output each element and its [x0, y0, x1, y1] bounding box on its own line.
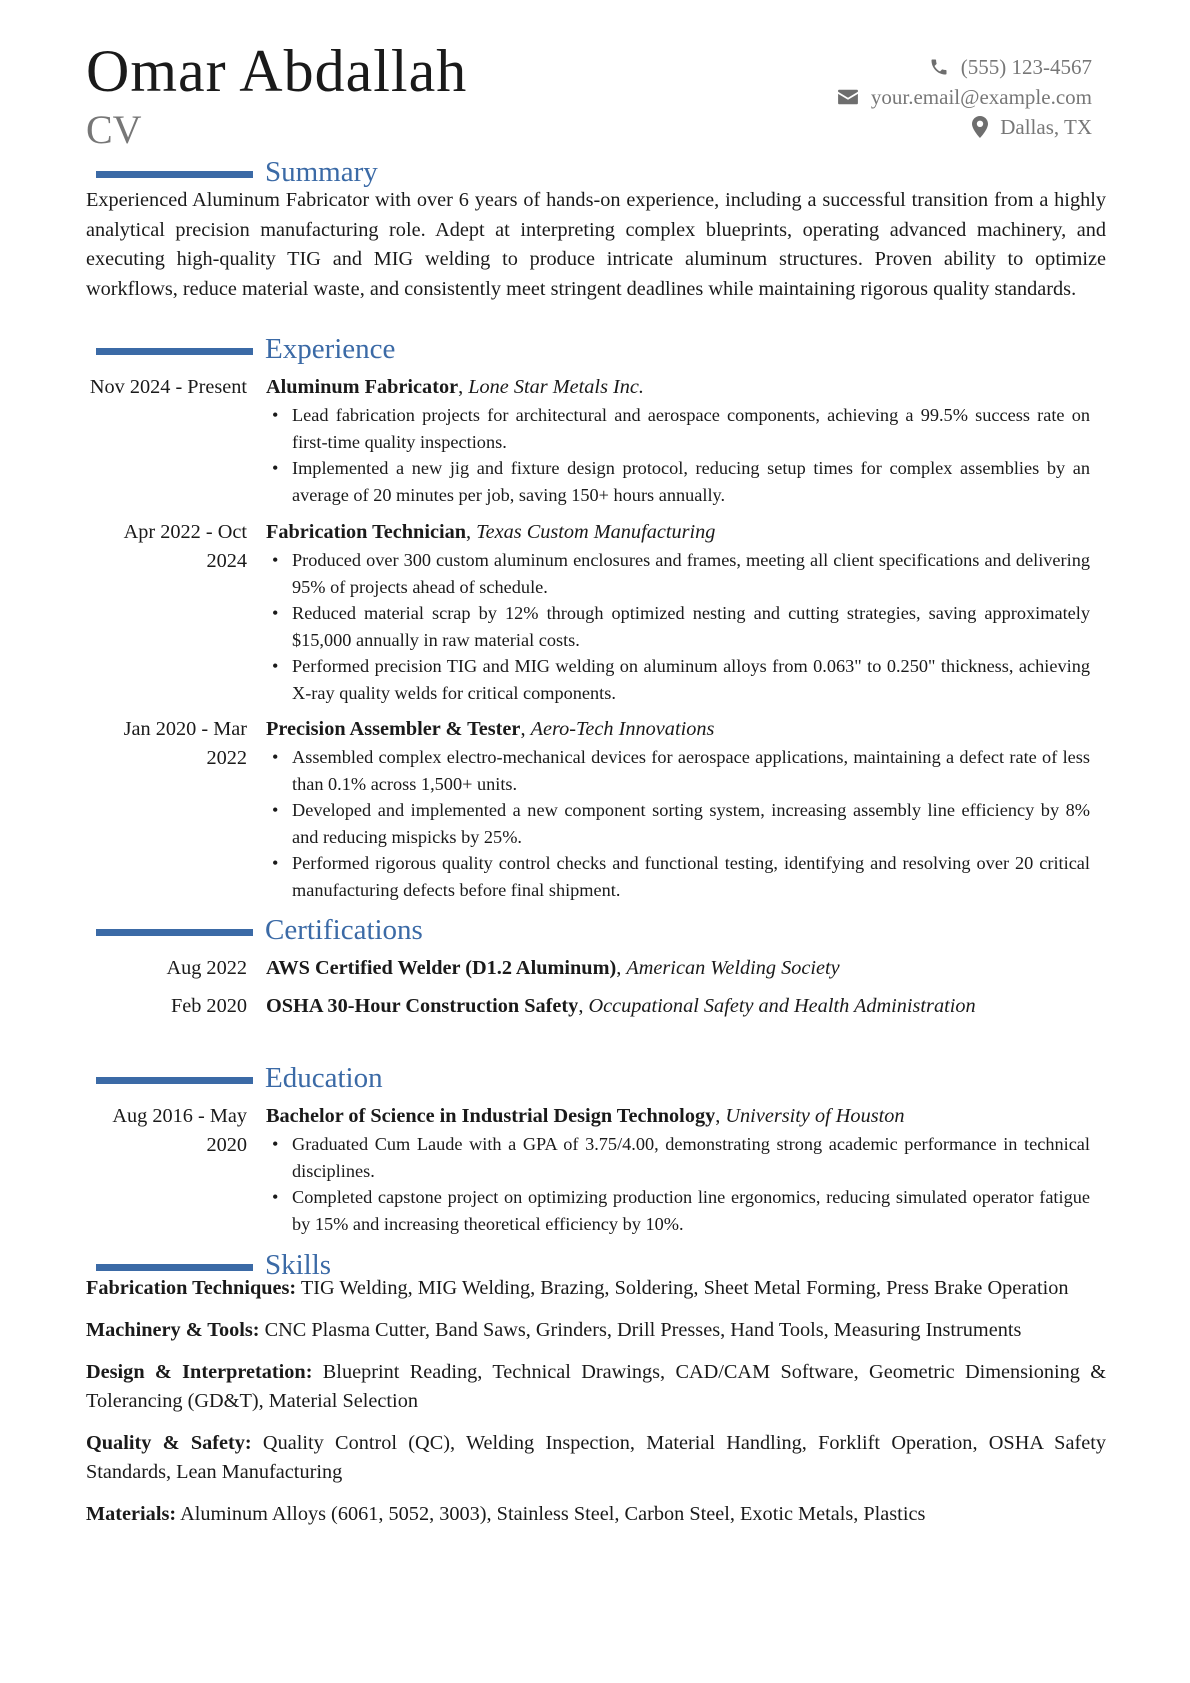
list-item: • Lead fabrication projects for architectural and aerospace components, achieving a 99.5% success rate on first-time quality inspections. [266, 402, 1090, 455]
list-item: • Implemented a new jig and fixture design protocol, reducing setup times for complex assemblies by an average of 20 minutes per job, saving 150+ hours annually. [266, 455, 1090, 508]
skill-items: Blueprint Reading, Technical Drawings, CAD/CAM Software, Geometric Dimensioning & Tolerancing (GD&T), Material Selection [86, 1361, 1106, 1412]
list-item: • Reduced material scrap by 12% through optimized nesting and cutting strategies, saving approximately $15,000 annually in raw material costs. [266, 600, 1090, 653]
section-title: Skills [265, 1248, 332, 1281]
skill-items: Quality Control (QC), Welding Inspection, Material Handling, Forklift Operation, OSHA Safety Standards, Lean Manufacturing [86, 1432, 1106, 1483]
entry-date: Feb 2020 [170, 995, 247, 1017]
entry-body [266, 518, 1090, 706]
list-item: • Completed capstone project on optimizing production line ergonomics, reducing simulated operator fatigue by 15% and increasing theoretical efficiency by 10%. [266, 1184, 1090, 1237]
skills-list [86, 1274, 1106, 1542]
skill-items: TIG Welding, MIG Welding, Brazing, Soldering, Sheet Metal Forming, Press Brake Operation [300, 1277, 1069, 1299]
entry-body [266, 715, 1090, 903]
list-item: • Graduated Cum Laude with a GPA of 3.75/4.00, demonstrating strong academic performance in technical disciplines. [266, 1131, 1090, 1184]
job-title: Aluminum Fabricator [266, 376, 459, 398]
entry-date: Jan 2020 - Mar 2022 [123, 718, 247, 769]
section-rule [96, 348, 253, 355]
section-rule [96, 1264, 253, 1271]
list-item: • Produced over 300 custom aluminum enclosures and frames, meeting all client specifications and delivering 95% of projects ahead of schedule. [266, 547, 1090, 600]
entry-body [266, 1102, 1090, 1237]
entry-heading: Aluminum Fabricator, Lone Star Metals Inc. [266, 376, 644, 398]
skill-group [86, 1429, 1106, 1487]
skill-group [86, 1500, 1106, 1529]
map-pin-icon [972, 116, 988, 138]
certification-name: OSHA 30-Hour Construction Safety [266, 995, 579, 1017]
document-subtitle: CV [86, 107, 142, 152]
job-title: Precision Assembler & Tester [266, 718, 521, 740]
section-title: Experience [265, 332, 396, 365]
contact-info [837, 52, 1092, 142]
envelope-icon [837, 88, 859, 106]
entry-heading: Precision Assembler & Tester, Aero-Tech Innovations [266, 718, 715, 740]
employer: Lone Star Metals Inc. [468, 376, 644, 398]
skill-items: Aluminum Alloys (6061, 5052, 3003), Stainless Steel, Carbon Steel, Exotic Metals, Plastics [180, 1503, 926, 1525]
contact-phone [837, 52, 1092, 82]
bullet-list [266, 402, 1090, 508]
bullet-list [266, 744, 1090, 903]
education-section-heading [96, 1058, 383, 1098]
list-item: • Performed rigorous quality control checks and functional testing, identifying and resolving over 20 critical manufacturing defects before final shipment. [266, 850, 1090, 903]
entry-body [266, 992, 1090, 1021]
skill-category: Fabrication Techniques: [86, 1277, 297, 1299]
employer: Aero-Tech Innovations [530, 718, 715, 740]
issuer: Occupational Safety and Health Administration [588, 995, 976, 1017]
section-title: Education [265, 1061, 383, 1094]
entry-date: Aug 2022 [166, 957, 247, 979]
entry-heading: AWS Certified Welder (D1.2 Aluminum), American Welding Society [266, 957, 840, 979]
section-rule [96, 171, 253, 178]
degree: Bachelor of Science in Industrial Design Technology [266, 1105, 716, 1127]
entry-heading: OSHA 30-Hour Construction Safety, Occupational Safety and Health Administration [266, 995, 976, 1017]
experience-section-heading [96, 329, 395, 369]
entry-heading: Fabrication Technician, Texas Custom Manufacturing [266, 521, 716, 543]
entry-body [266, 954, 1090, 983]
employer: Texas Custom Manufacturing [476, 521, 716, 543]
job-title: Fabrication Technician [266, 521, 467, 543]
skill-items: CNC Plasma Cutter, Band Saws, Grinders, Drill Presses, Hand Tools, Measuring Instruments [264, 1319, 1022, 1341]
contact-location [837, 112, 1092, 142]
skill-category: Quality & Safety: [86, 1432, 252, 1454]
bullet-list [266, 1131, 1090, 1237]
section-rule [96, 929, 253, 936]
skill-category: Materials: [86, 1503, 177, 1525]
section-title: Certifications [265, 913, 423, 946]
skill-group [86, 1358, 1106, 1416]
summary-text: Experienced Aluminum Fabricator with over 6 years of hands-on experience, including a successful transition from a highly analytical precision manufacturing role. Adept at interpreting complex blueprints, operating advanced machinery, and executing high-quality TIG and MIG welding to produce intricate aluminum structures. Proven ability to optimize workflows, reduce material waste, and consistently meet stringent deadlines while maintaining rigorous quality standards. [86, 189, 1106, 300]
list-item: • Developed and implemented a new component sorting system, increasing assembly line efficiency by 8% and reducing mispicks by 25%. [266, 797, 1090, 850]
list-item: • Performed precision TIG and MIG welding on aluminum alloys from 0.063" to 0.250" thickness, achieving X-ray quality welds for critical components. [266, 653, 1090, 706]
phone-number: (555) 123-4567 [960, 55, 1092, 79]
candidate-name: Omar Abdallah [86, 38, 468, 104]
entry-date: Nov 2024 - Present [89, 376, 247, 398]
email-link[interactable]: your.email@example.com [870, 85, 1092, 109]
contact-email [837, 82, 1092, 112]
bullet-list [266, 547, 1090, 706]
phone-icon [929, 57, 949, 77]
entry-date: Aug 2016 - May 2020 [112, 1105, 247, 1156]
skill-group [86, 1274, 1106, 1303]
entry-body [266, 373, 1090, 508]
institution: University of Houston [725, 1105, 905, 1127]
list-item: • Assembled complex electro-mechanical devices for aerospace applications, maintaining a defect rate of less than 0.1% across 1,500+ units. [266, 744, 1090, 797]
section-title: Summary [265, 155, 378, 188]
skill-category: Machinery & Tools: [86, 1319, 260, 1341]
issuer: American Welding Society [626, 957, 840, 979]
location-text: Dallas, TX [1000, 115, 1092, 139]
skill-category: Design & Interpretation: [86, 1361, 313, 1383]
certifications-section-heading [96, 910, 423, 950]
section-rule [96, 1077, 253, 1084]
entry-heading: Bachelor of Science in Industrial Design Technology, University of Houston [266, 1105, 905, 1127]
skill-group [86, 1316, 1106, 1345]
entry-date: Apr 2022 - Oct 2024 [123, 521, 247, 572]
certification-name: AWS Certified Welder (D1.2 Aluminum) [266, 957, 617, 979]
